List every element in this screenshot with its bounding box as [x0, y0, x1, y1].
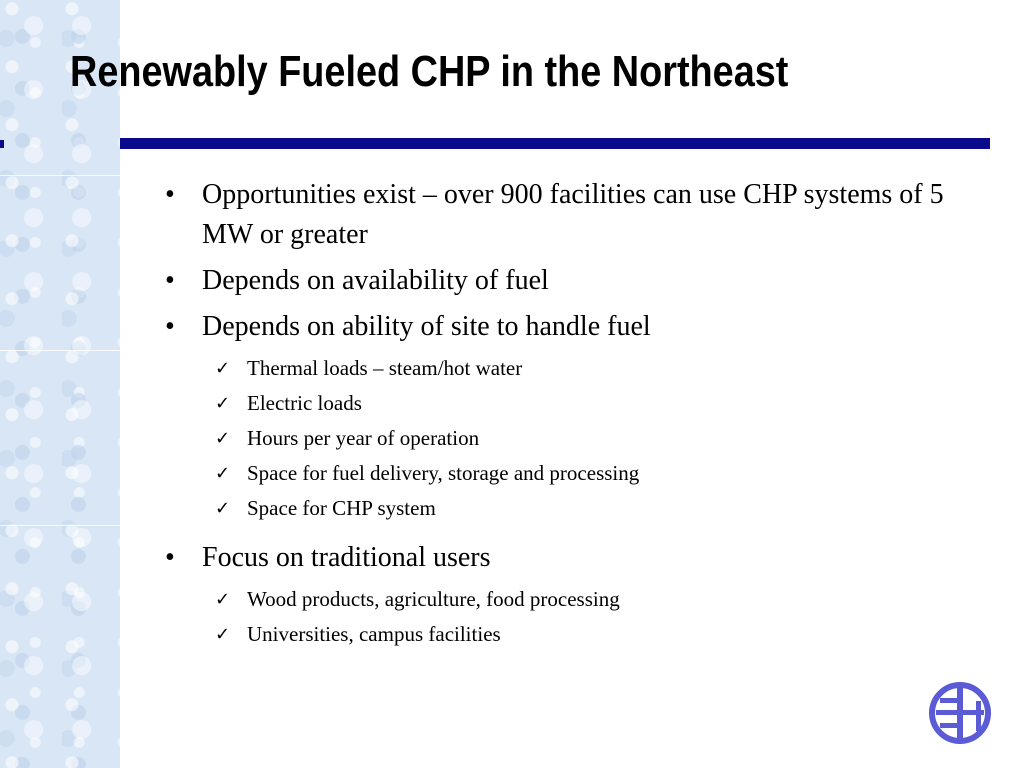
sub-item [165, 456, 965, 491]
sub-item-text: Thermal loads – steam/hot water [247, 356, 523, 380]
checkmark-icon: ✓ [215, 624, 231, 645]
sub-list [165, 582, 965, 652]
rule-tick [0, 140, 4, 148]
sub-item [165, 491, 965, 526]
sub-item-text: Space for fuel delivery, storage and processing [247, 461, 640, 485]
checkmark-icon: ✓ [215, 498, 231, 519]
sub-item-text: Wood products, agriculture, food processing [247, 587, 620, 611]
checkmark-icon: ✓ [215, 428, 231, 449]
bullet-item [165, 538, 965, 578]
sub-item-text: Electric loads [247, 391, 362, 415]
sub-item [165, 351, 965, 386]
sub-item [165, 617, 965, 652]
checkmark-icon: ✓ [215, 463, 231, 484]
bullet-text: Opportunities exist – over 900 facilities can use CHP systems of 5 MW or greater [202, 179, 944, 250]
sub-item-text: Space for CHP system [247, 496, 436, 520]
panel-seam [0, 525, 120, 526]
checkmark-icon: ✓ [215, 393, 231, 414]
checkmark-icon: ✓ [215, 358, 231, 379]
slide-title: Renewably Fueled CHP in the Northeast [70, 47, 789, 96]
bullet-text: Depends on availability of fuel [202, 265, 549, 296]
title-underline [120, 138, 990, 149]
bullet-item [165, 261, 965, 301]
organization-logo-icon [928, 681, 992, 745]
bullet-dot: • [165, 265, 175, 296]
panel-seam [0, 175, 120, 176]
bullet-item [165, 175, 965, 255]
bullet-list [165, 175, 965, 664]
side-texture-panel [0, 0, 120, 768]
sub-list [165, 351, 965, 526]
bullet-dot: • [165, 542, 175, 573]
bullet-text: Focus on traditional users [202, 542, 491, 573]
sub-item-text: Universities, campus facilities [247, 622, 501, 646]
bullet-dot: • [165, 179, 175, 210]
sub-item [165, 421, 965, 456]
bullet-text: Depends on ability of site to handle fuel [202, 311, 651, 342]
checkmark-icon: ✓ [215, 589, 231, 610]
sub-item [165, 386, 965, 421]
panel-seam [0, 350, 120, 351]
bullet-item [165, 307, 965, 347]
bullet-dot: • [165, 311, 175, 342]
sub-item-text: Hours per year of operation [247, 426, 480, 450]
sub-item [165, 582, 965, 617]
